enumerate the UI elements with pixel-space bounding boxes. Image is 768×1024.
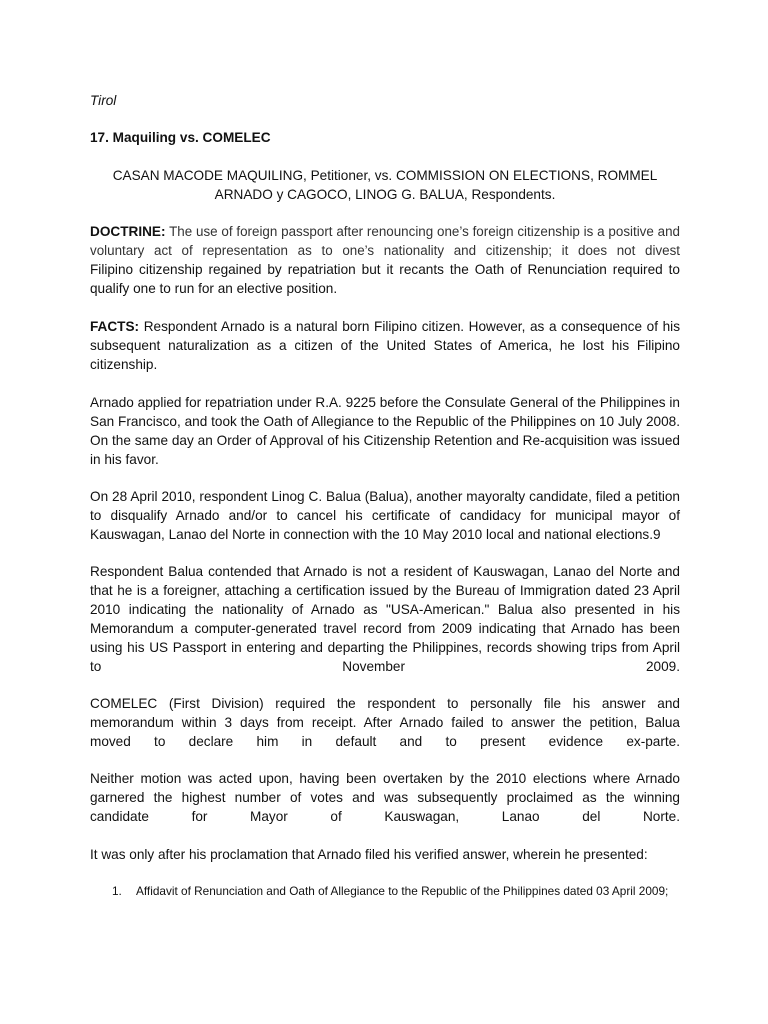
comelec-paragraph (90, 694, 680, 751)
motion-text-b: candidate for Mayor of Kauswagan, Lanao del Norte. (90, 809, 680, 824)
doctrine-label: DOCTRINE: (90, 224, 166, 239)
doctrine-text-a: The use of foreign passport after renouncing one’s foreign citizenship is a positive and voluntary act of representation as to one’s nationality and citizenship; it does not divest (90, 224, 680, 258)
facts-label: FACTS: (90, 319, 140, 334)
doctrine-text-b: Filipino citizenship regained by repatriation but it recants the Oath of Renunciation required to qualify one to run for an elective position. (90, 262, 680, 296)
contention-paragraph (90, 562, 680, 676)
facts-text: Respondent Arnado is a natural born Filipino citizen. However, as a consequence of his subsequent naturalization as a citizen of the United States of America, he lost his Filipino citizenship. (90, 319, 680, 372)
doctrine-first-part (90, 222, 680, 260)
parties-line-1: CASAN MACODE MAQUILING, Petitioner, vs. COMMISSION ON ELECTIONS, ROMMEL (112, 168, 658, 183)
list-item (112, 883, 680, 899)
repatriation-paragraph: Arnado applied for repatriation under R.A. 9225 before the Consulate General of the Philippines in San Francisco, and took the Oath of Allegiance to the Republic of the Philippines on 10 July 2008. On the same day an Order of Approval of his Citizenship Retention and Re-acquisition was issued in his favor. (90, 395, 680, 467)
parties-line-2: ARNADO y CAGOCO, LINOG G. BALUA, Respondents. (214, 187, 556, 202)
list-item-number: 1. (112, 884, 122, 898)
parties-caption (90, 166, 680, 204)
motion-paragraph (90, 769, 680, 826)
contention-text-a: Respondent Balua contended that Arnado is not a resident of Kauswagan, Lanao del Norte and that he is a foreigner, attaching a certification issued by the Bureau of Immigration dated 23 April 2010 indicating the nationality of Arnado as "USA-American." Balua also presented in his Memorandum a computer-generated travel record from 2009 indicating that Arnado has been using his US Passport in entering and departing the Philippines, records showing trips from April (90, 564, 680, 655)
list-item-text: Affidavit of Renunciation and Oath of Allegiance to the Republic of the Philippines dated 03 April 2009; (136, 884, 669, 898)
doctrine-section (90, 222, 680, 298)
case-title: 17. Maquiling vs. COMELEC (90, 130, 271, 145)
document-page (90, 0, 680, 1024)
motion-text-a: Neither motion was acted upon, having been overtaken by the 2010 elections where Arnado garnered the highest number of votes and was subsequently proclaimed as the winning (90, 771, 680, 805)
contention-text-b: to November 2009. (90, 659, 680, 674)
comelec-text-a: COMELEC (First Division) required the respondent to personally file his answer and memorandum within 3 days from receipt. After Arnado failed to answer the petition, Balua (90, 696, 680, 730)
comelec-text-b: moved to declare him in default and to present evidence ex-parte. (90, 734, 680, 749)
author-name: Tirol (90, 93, 117, 108)
facts-paragraph (90, 317, 680, 374)
proclamation-paragraph: It was only after his proclamation that Arnado filed his verified answer, wherein he presented: (90, 847, 648, 862)
petition-paragraph: On 28 April 2010, respondent Linog C. Balua (Balua), another mayoralty candidate, filed a petition to disqualify Arnado and/or to cancel his certificate of candidacy for municipal mayor of Kauswagan, Lanao del Norte in connection with the 10 May 2010 local and national elections.9 (90, 489, 680, 542)
